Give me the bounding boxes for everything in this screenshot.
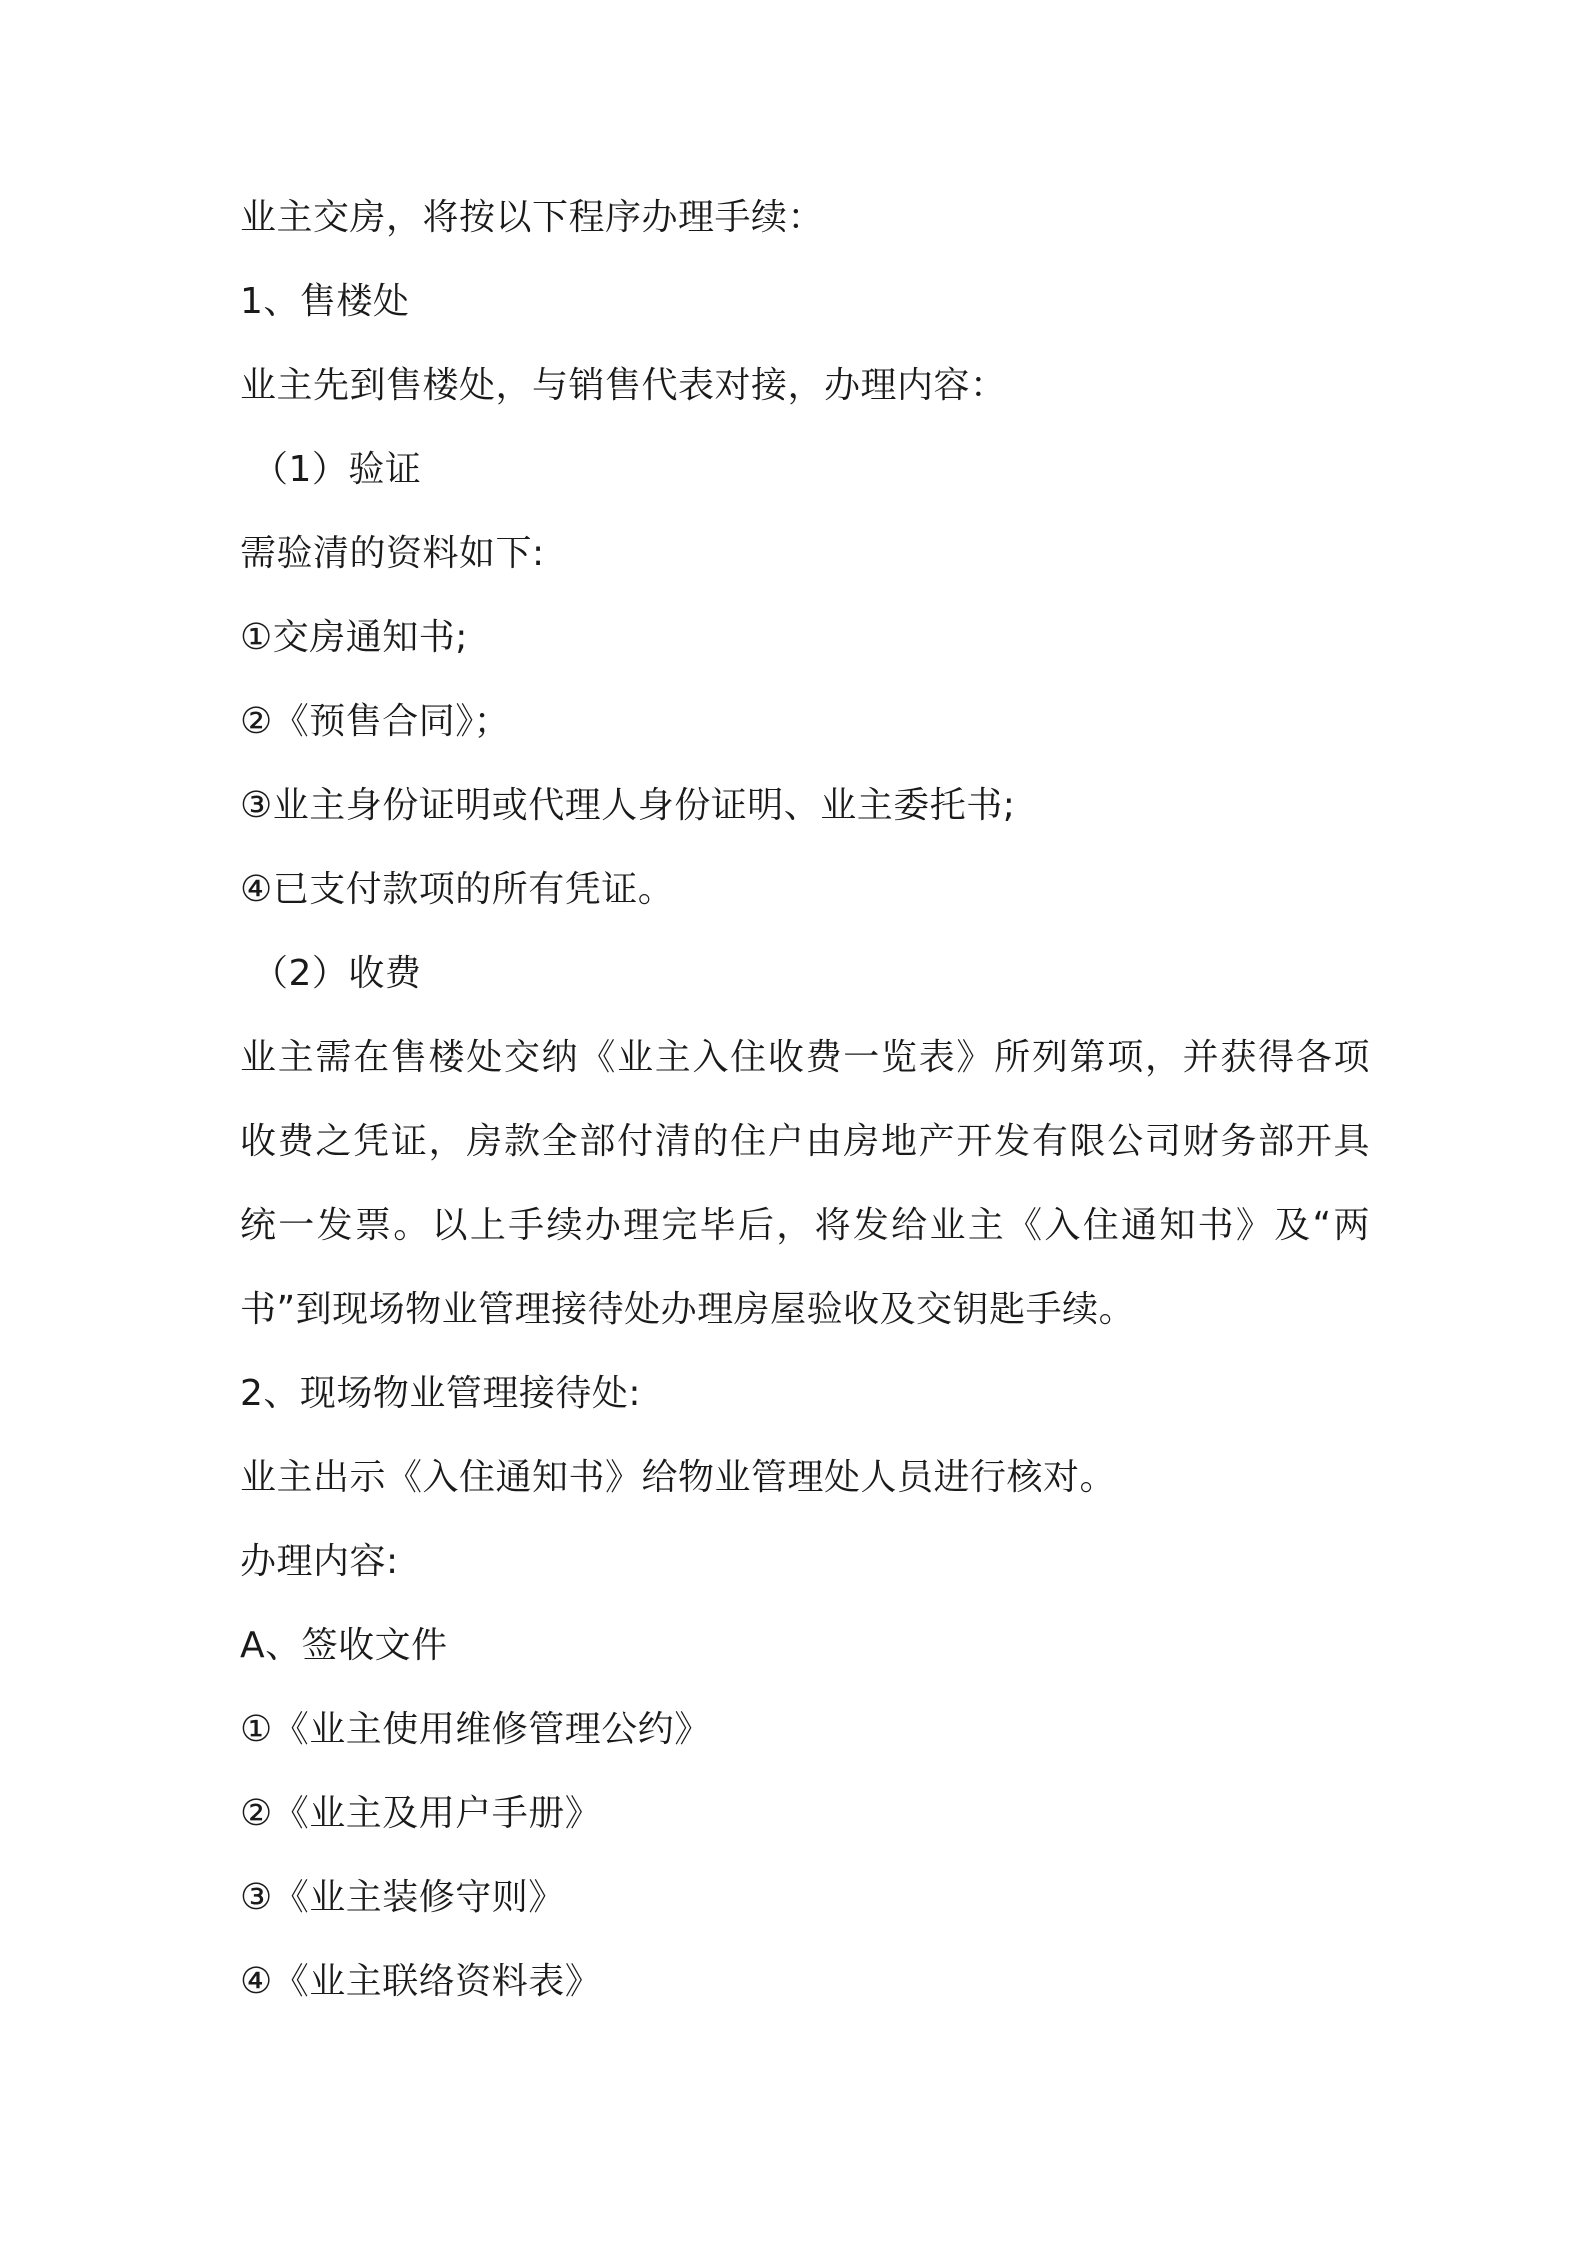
sign-doc-item-2: ②《业主及用户手册》: [240, 1793, 602, 1834]
section-1-heading: 1、售楼处: [240, 281, 410, 322]
intro-line: 业主交房，将按以下程序办理手续：: [240, 197, 825, 238]
sign-doc-item-1: ①《业主使用维修管理公约》: [240, 1709, 711, 1750]
verify-item-3: ③业主身份证明或代理人身份证明、业主委托书;: [240, 785, 1016, 826]
subsection-sign-docs-heading: A、签收文件: [240, 1625, 448, 1666]
verify-docs-intro: 需验清的资料如下:: [240, 533, 545, 574]
section-2-content-label: 办理内容:: [240, 1541, 399, 1582]
verify-item-2: ②《预售合同》；: [240, 701, 511, 742]
sign-doc-item-4: ④《业主联络资料表》: [240, 1961, 602, 2002]
subsection-verify-heading: （1）验证: [252, 449, 422, 490]
verify-item-4: ④已支付款项的所有凭证。: [240, 869, 675, 910]
verify-item-1: ①交房通知书;: [240, 617, 468, 658]
sign-doc-item-3: ③《业主装修守则》: [240, 1877, 565, 1918]
document-body: [240, 196, 1370, 2044]
section-2-heading: 2、现场物业管理接待处:: [240, 1373, 642, 1414]
subsection-fee-heading: （2）收费: [252, 953, 422, 994]
section-1-intro: 业主先到售楼处，与销售代表对接，办理内容：: [240, 365, 1007, 406]
section-2-intro: 业主出示《入住通知书》给物业管理处人员进行核对。: [240, 1457, 1117, 1498]
fee-paragraph: 业主需在售楼处交纳《业主入住收费一览表》所列第项，并获得各项收费之凭证，房款全部付清的住户由房地产开发有限公司财务部开具统一发票。以上手续办理完毕后，将发给业主《入住通知书》及“两书”到现场物业管理接待处办理房屋验收及交钥匙手续。: [240, 1037, 1370, 1330]
